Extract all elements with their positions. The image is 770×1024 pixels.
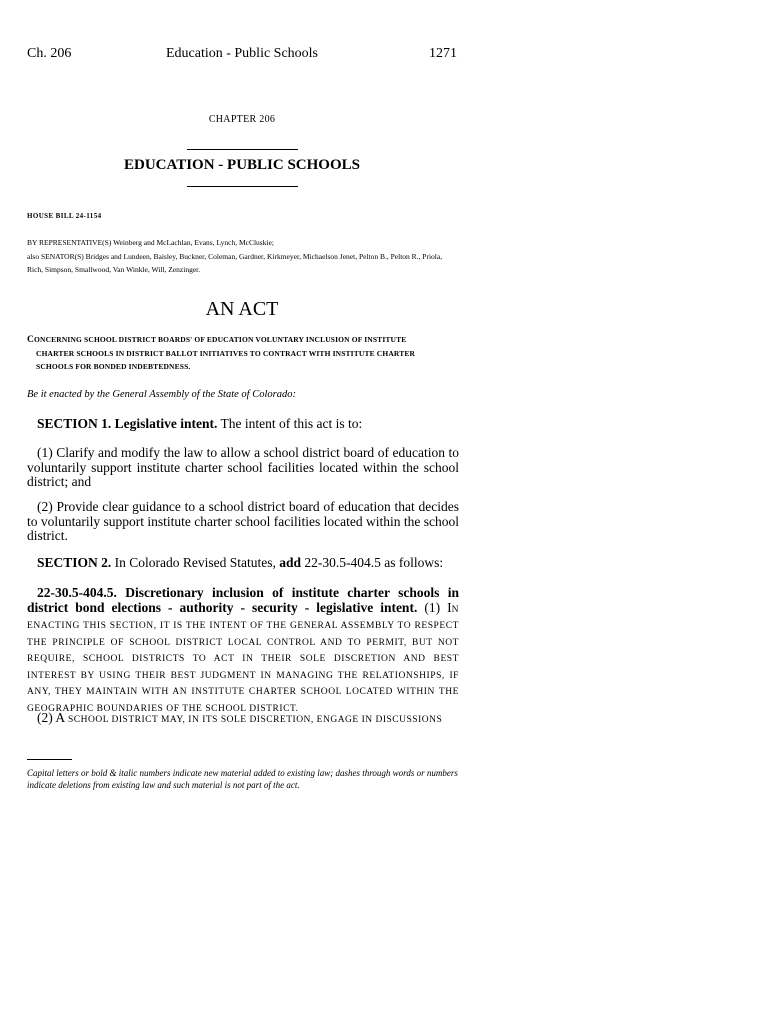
section2-heading: SECTION 2. xyxy=(37,555,112,570)
title-rule-top xyxy=(187,149,298,150)
sponsors-senators: also SENATOR(S) Bridges and Lundeen, Baisley, Buckner, Coleman, Gardner, Kirkmeyer, Michaelson Jenet, Pelton B., Pelton R., Priola, Rich, Simpson, Smallwood, Van Winkle, Will, Zenzinger. xyxy=(27,251,443,274)
footnote-rule xyxy=(27,759,72,760)
footnote: Capital letters or bold & italic numbers indicate new material added to existing law; dashes through words or numbers indicate deletions from existing law and such material is not part of the act. xyxy=(27,768,458,790)
section2-add: add xyxy=(279,555,302,570)
new-section-sub2-text: SCHOOL DISTRICT MAY, IN ITS SOLE DISCRETION, ENGAGE IN DISCUSSIONS xyxy=(65,715,443,725)
new-section-sub2-label: (2) xyxy=(37,710,56,725)
new-section-sub2 xyxy=(27,711,459,728)
act-heading: AN ACT xyxy=(205,298,279,320)
enacting-clause: Be it enacted by the General Assembly of the State of Colorado: xyxy=(27,389,296,400)
section2-intro xyxy=(27,556,469,571)
new-section-sub1-first-letter: I xyxy=(447,599,452,615)
new-section-sub1-label: (1) xyxy=(417,599,448,615)
section1-item1 xyxy=(27,446,459,490)
chapter-label: CHAPTER 206 xyxy=(208,114,276,125)
new-section-paragraph xyxy=(27,586,459,716)
section1-intro xyxy=(27,417,469,432)
section2-text-post: 22-30.5-404.5 as follows: xyxy=(301,555,444,570)
new-section-heading: 22-30.5-404.5. Discretionary inclusion of institute charter schools in district bond elections - authority - security - legislative intent. xyxy=(27,585,459,615)
title-rule-bottom xyxy=(187,186,298,187)
section1-text: The intent of this act is to: xyxy=(217,416,363,431)
act-title xyxy=(27,333,459,373)
header-chapter: Ch. 206 xyxy=(27,46,72,61)
section1-item2 xyxy=(27,500,459,544)
section1-item2-text: (2) Provide clear guidance to a school district board of education that decides to voluntarily support institute charter school facilities located within the school district. xyxy=(27,499,459,543)
act-title-first-letter: C xyxy=(27,335,35,345)
header-page-number: 1271 xyxy=(429,46,457,61)
header-subject: Education - Public Schools xyxy=(165,46,319,61)
running-header xyxy=(27,46,457,66)
act-title-line1: ONCERNING SCHOOL DISTRICT BOARDS' OF EDUCATION VOLUNTARY INCLUSION OF INSTITUTE xyxy=(34,335,407,344)
section1-heading: SECTION 1. Legislative intent. xyxy=(37,416,218,431)
sponsors-representatives: BY REPRESENTATIVE(S) Weinberg and McLachlan, Evans, Lynch, McCluskie; xyxy=(27,238,274,247)
new-section-sub1-text: N ENACTING THIS SECTION, IT IS THE INTENT OF THE GENERAL ASSEMBLY TO RESPECT THE PRINCIPLE OF SCHOOL DISTRICT LOCAL CONTROL AND TO PERMIT, BUT NOT REQUIRE, SCHOOL DISTRICTS TO ACT IN THEIR SOLE DISCRETION AND BEST INTEREST BY USING THEIR BEST JUDGMENT IN MANAGING THE RELATIONSHIPS, IF ANY, THEY MAINTAIN WITH AN INSTITUTE CHARTER SCHOOL LOCATED WITHIN THE GEOGRAPHIC BOUNDARIES OF THE SCHOOL DISTRICT. xyxy=(27,604,459,714)
bill-number: HOUSE BILL 24-1154 xyxy=(27,212,102,220)
act-title-line2: CHARTER SCHOOLS IN DISTRICT BALLOT INITIATIVES TO CONTRACT WITH INSTITUTE CHARTER xyxy=(36,349,416,358)
sponsors xyxy=(27,236,459,277)
section1-item1-text: (1) Clarify and modify the law to allow a school district board of education to voluntarily support institute charter school facilities located within the school district; and xyxy=(27,445,459,489)
section2-text-pre: In Colorado Revised Statutes, xyxy=(111,555,280,570)
new-section-sub2-first-letter: A xyxy=(55,710,66,725)
chapter-title: EDUCATION - PUBLIC SCHOOLS xyxy=(123,157,360,173)
act-title-line3: SCHOOLS FOR BONDED INDEBTEDNESS. xyxy=(36,362,191,371)
